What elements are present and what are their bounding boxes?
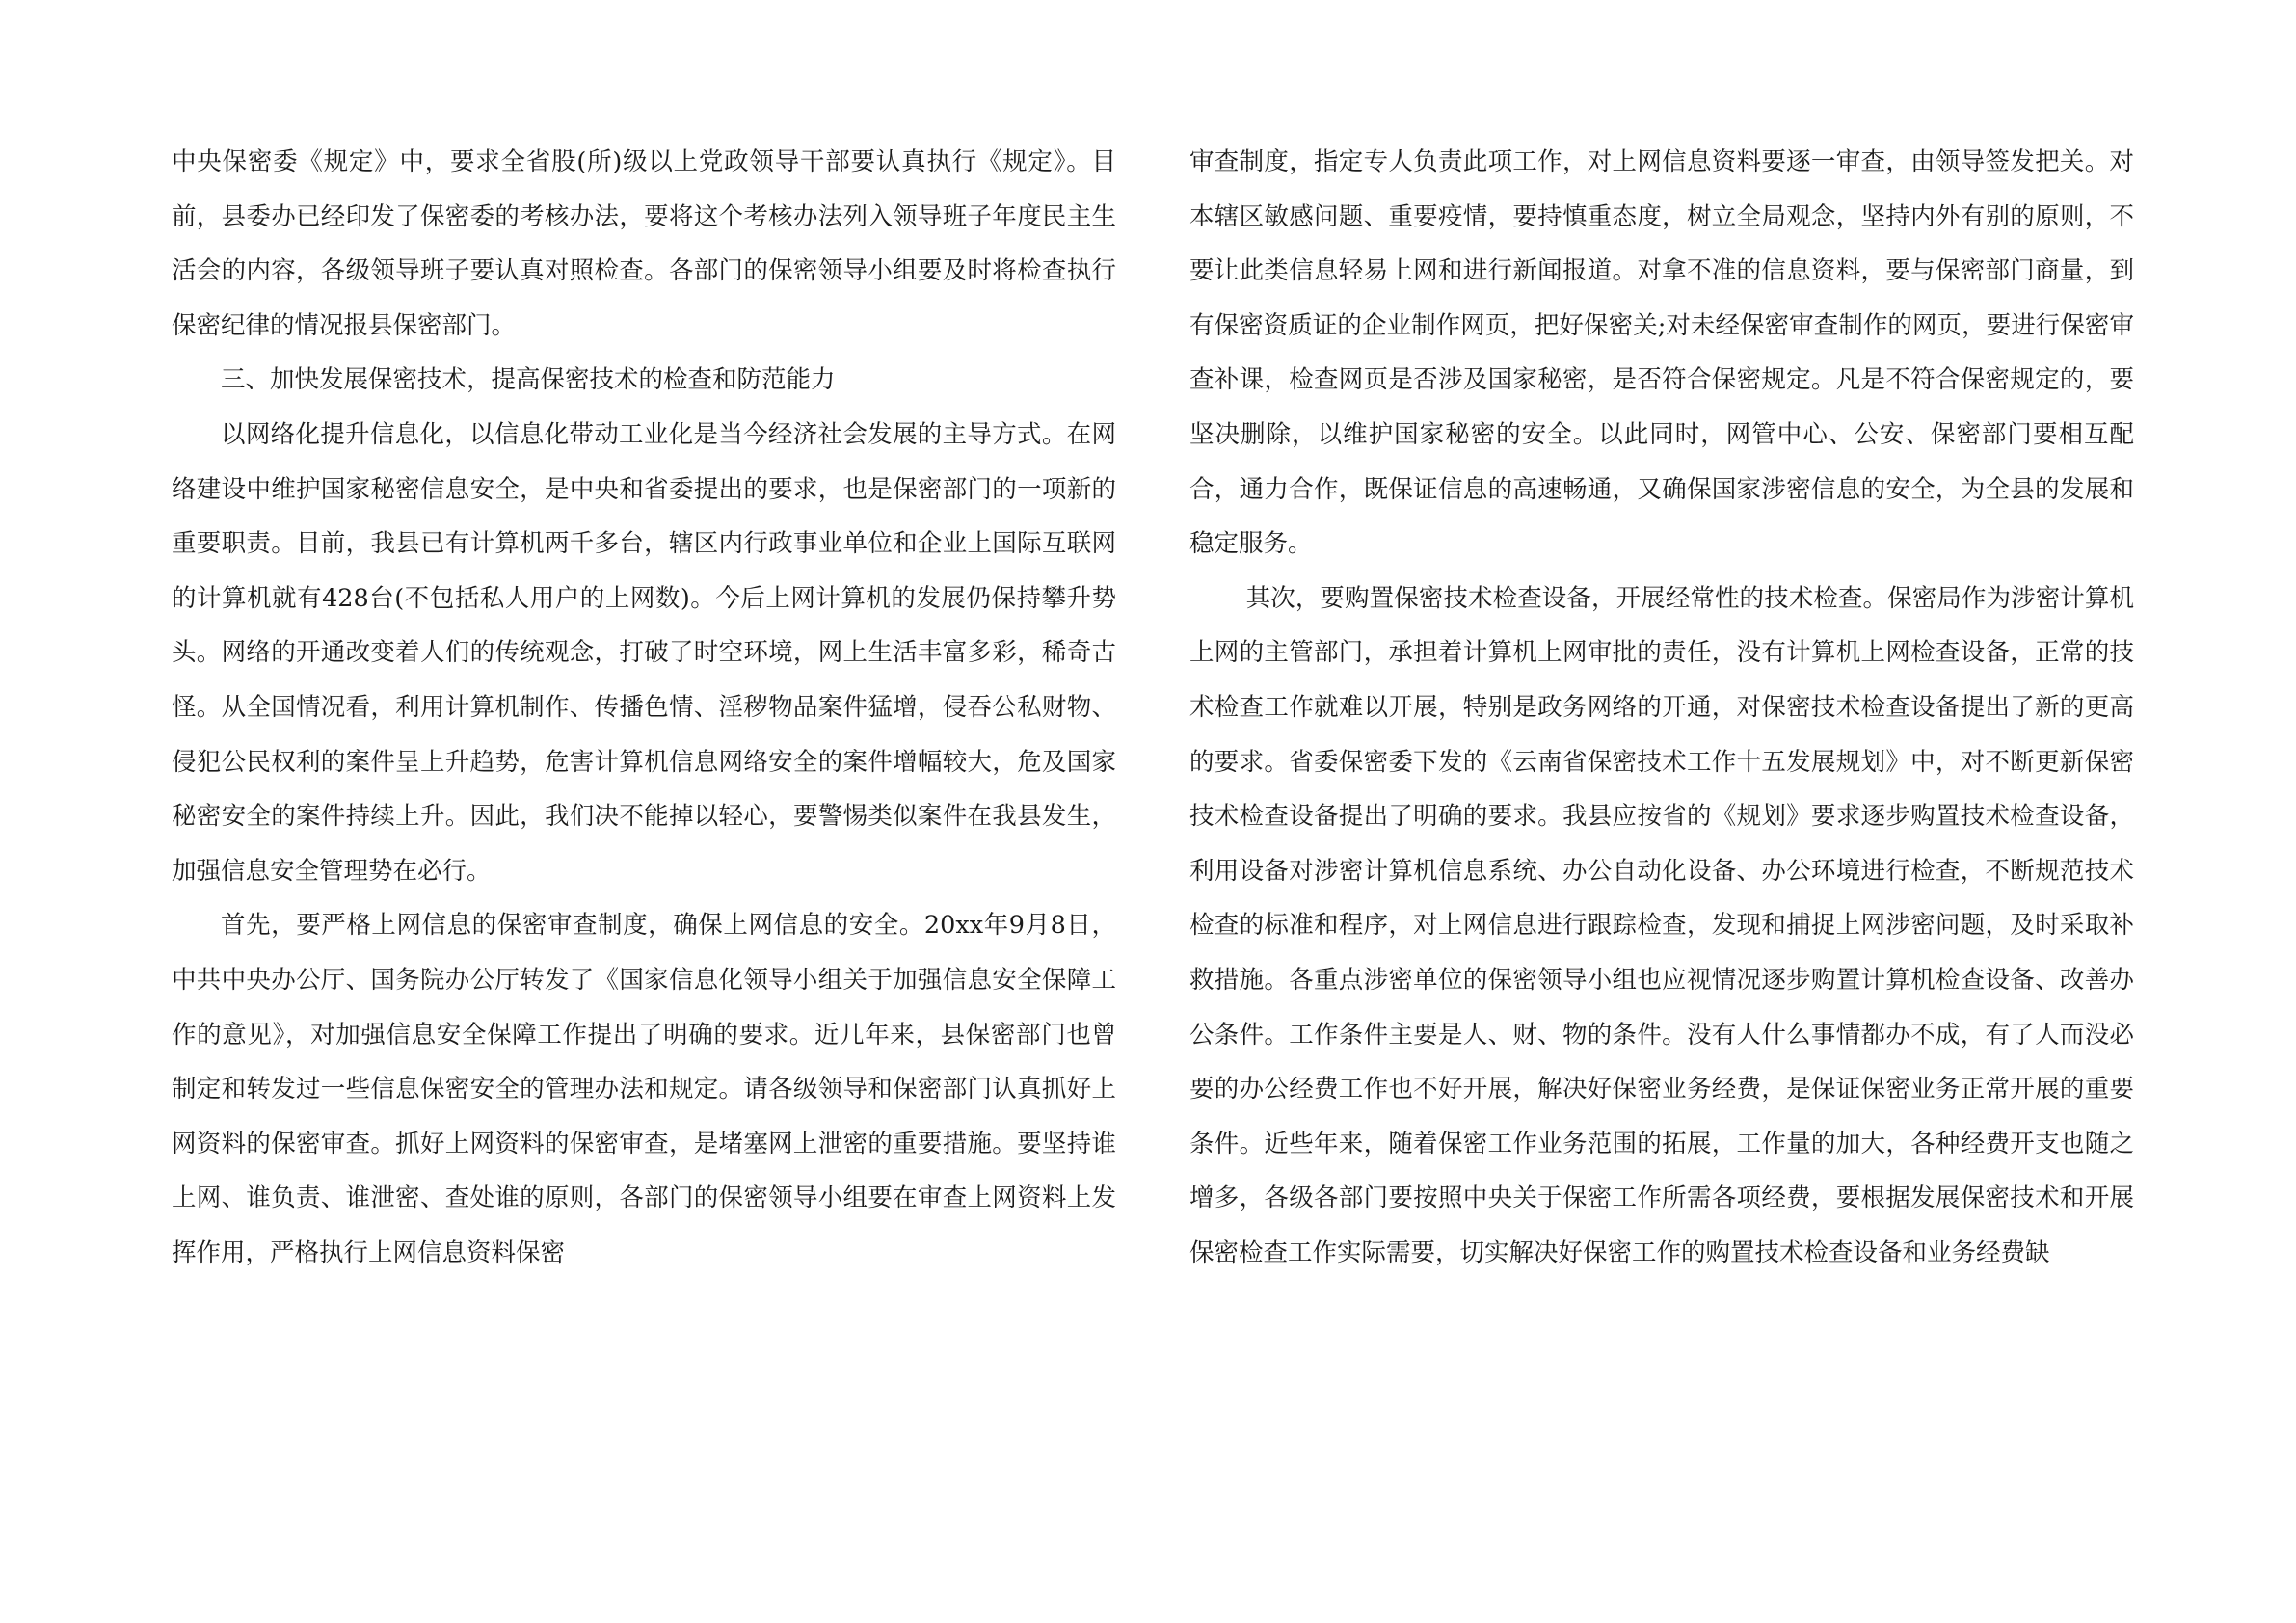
paragraph-continuation: 中央保密委《规定》中，要求全省股(所)级以上党政领导干部要认真执行《规定》。目前，县委办已经印发了保密委的考核办法，要将这个考核办法列入领导班子年度民主生活会的内容，各级领导班子要认真对照检查。各部门的保密领导小组要及时将检查执行保密纪律的情况报县保密部门。 [172,147,1116,340]
paragraph: 其次，要购置保密技术检查设备，开展经常性的技术检查。保密局作为涉密计算机上网的主管部门，承担着计算机上网审批的责任，没有计算机上网检查设备，正常的技术检查工作就难以开展，特别是政务网络的开通，对保密技术检查设备提出了新的更高的要求。省委保密委下发的《云南省保密技术工作十五发展规划》中，对不断更新保密技术检查设备提出了明确的要求。我县应按省的《规划》要求逐步购置技术检查设备，利用设备对涉密计算机信息系统、办公自动化设备、办公环境进行检查，不断规范技术检查的标准和程序，对上网信息进行跟踪检查，发现和捕捉上网涉密问题，及时采取补救措施。各重点涉密单位的保密领导小组也应视情况逐步购置计算机检查设备、改善办公条件。工作条件主要是人、财、物的条件。没有人什么事情都办不成，有了人而没必要的办公经费工作也不好开展，解决好保密业务经费，是保证保密业务正常开展的重要条件。近些年来，随着保密工作业务范围的拓展，工作量的加大，各种经费开支也随之增多，各级各部门要按照中央关于保密工作所需各项经费，要根据发展保密技术和开展保密检查工作实际需要，切实解决好保密工作的购置技术检查设备和业务经费缺 [1189,583,2134,1267]
paragraph: 以网络化提升信息化，以信息化带动工业化是当今经济社会发展的主导方式。在网络建设中维护国家秘密信息安全，是中央和省委提出的要求，也是保密部门的一项新的重要职责。目前，我县已有计算机两千多台，辖区内行政事业单位和企业上国际互联网的计算机就有428台(不包括私人用户的上网数)。今后上网计算机的发展仍保持攀升势头。网络的开通改变着人们的传统观念，打破了时空环境，网上生活丰富多彩，稀奇古怪。从全国情况看，利用计算机制作、传播色情、淫秽物品案件猛增，侵吞公私财物、侵犯公民权利的案件呈上升趋势，危害计算机信息网络安全的案件增幅较大，危及国家秘密安全的案件持续上升。因此，我们决不能掉以轻心，要警惕类似案件在我县发生，加强信息安全管理势在必行。 [172,419,1116,886]
right-column [1189,135,2134,1280]
paragraph-continuation: 审查制度，指定专人负责此项工作，对上网信息资料要逐一审查，由领导签发把关。对本辖区敏感问题、重要疫情，要持慎重态度，树立全局观念，坚持内外有别的原则，不要让此类信息轻易上网和进行新闻报道。对拿不准的信息资料，要与保密部门商量，到有保密资质证的企业制作网页，把好保密关;对未经保密审查制作的网页，要进行保密审查补课，检查网页是否涉及国家秘密，是否符合保密规定。凡是不符合保密规定的，要坚决删除，以维护国家秘密的安全。以此同时，网管中心、公安、保密部门要相互配合，通力合作，既保证信息的高速畅通，又确保国家涉密信息的安全，为全县的发展和稳定服务。 [1189,147,2134,559]
paragraph: 首先，要严格上网信息的保密审查制度，确保上网信息的安全。20xx年9月8日，中共中央办公厅、国务院办公厅转发了《国家信息化领导小组关于加强信息安全保障工作的意见》，对加强信息安全保障工作提出了明确的要求。近几年来，县保密部门也曾制定和转发过一些信息保密安全的管理办法和规定。请各级领导和保密部门认真抓好上网资料的保密审查。抓好上网资料的保密审查，是堵塞网上泄密的重要措施。要坚持谁上网、谁负责、谁泄密、查处谁的原则，各部门的保密领导小组要在审查上网资料上发挥作用，严格执行上网信息资料保密 [172,911,1116,1267]
section-heading: 三、加快发展保密技术，提高保密技术的检查和防范能力 [221,365,836,395]
left-column [172,135,1116,1280]
